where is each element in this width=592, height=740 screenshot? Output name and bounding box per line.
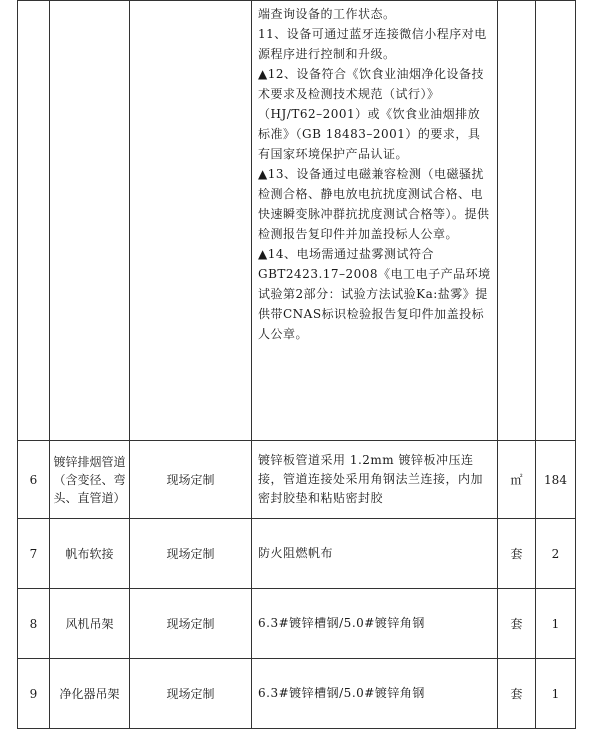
unit: 套 bbox=[498, 659, 536, 729]
supply-method: 现场定制 bbox=[130, 589, 252, 659]
unit: 套 bbox=[498, 519, 536, 589]
table-row bbox=[18, 589, 576, 659]
equipment-spec-table bbox=[17, 0, 576, 729]
table-row bbox=[18, 659, 576, 729]
item-description: 防火阻燃帆布 bbox=[252, 519, 498, 589]
supply-method: 现场定制 bbox=[130, 659, 252, 729]
table-row bbox=[18, 441, 576, 519]
spec-paragraph: 端查询设备的工作状态。 bbox=[258, 7, 396, 21]
row-number: 6 bbox=[18, 441, 50, 519]
spec-paragraph: ▲12、设备符合《饮食业油烟净化设备技术要求及检测技术规范（试行）》（HJ/T62–2001）或《饮食业油烟排放标准》（GB 18483–2001）的要求，具有国家环境保护产品认证。 bbox=[258, 67, 484, 161]
no-cell bbox=[18, 1, 50, 441]
table-row-spec-continuation bbox=[18, 1, 576, 441]
item-name: 帆布软接 bbox=[50, 519, 130, 589]
unit-cell bbox=[498, 1, 536, 441]
method-cell bbox=[130, 1, 252, 441]
quantity: 2 bbox=[536, 519, 576, 589]
item-name: 风机吊架 bbox=[50, 589, 130, 659]
row-number: 7 bbox=[18, 519, 50, 589]
name-cell bbox=[50, 1, 130, 441]
spec-paragraph: ▲14、电场需通过盐雾测试符合GBT2423.17–2008《电工电子产品环境试验第2部分：试验方法试验Ka:盐雾》提供带CNAS标识检验报告复印件加盖投标人公章。 bbox=[258, 247, 491, 341]
unit: ㎡ bbox=[498, 441, 536, 519]
item-description: 6.3#镀锌槽钢/5.0#镀锌角钢 bbox=[252, 589, 498, 659]
item-name: 净化器吊架 bbox=[50, 659, 130, 729]
quantity: 1 bbox=[536, 659, 576, 729]
item-description: 6.3#镀锌槽钢/5.0#镀锌角钢 bbox=[252, 659, 498, 729]
supply-method: 现场定制 bbox=[130, 441, 252, 519]
item-name: 镀锌排烟管道（含变径、弯头、直管道） bbox=[50, 441, 130, 519]
spec-paragraph: 11、设备可通过蓝牙连接微信小程序对电源程序进行控制和升级。 bbox=[258, 27, 487, 61]
quantity: 1 bbox=[536, 589, 576, 659]
row-number: 9 bbox=[18, 659, 50, 729]
spec-paragraph: ▲13、设备通过电磁兼容检测（电磁骚扰检测合格、静电放电抗扰度测试合格、电快速瞬变脉冲群抗扰度测试合格等）。提供检测报告复印件并加盖投标人公章。 bbox=[258, 167, 490, 241]
quantity: 184 bbox=[536, 441, 576, 519]
table-row bbox=[18, 519, 576, 589]
qty-cell bbox=[536, 1, 576, 441]
unit: 套 bbox=[498, 589, 536, 659]
supply-method: 现场定制 bbox=[130, 519, 252, 589]
spec-text-cell bbox=[252, 1, 498, 441]
item-description: 镀锌板管道采用 1.2mm 镀锌板冲压连接，管道连接处采用角钢法兰连接，内加密封胶垫和粘贴密封胶 bbox=[252, 441, 498, 519]
row-number: 8 bbox=[18, 589, 50, 659]
